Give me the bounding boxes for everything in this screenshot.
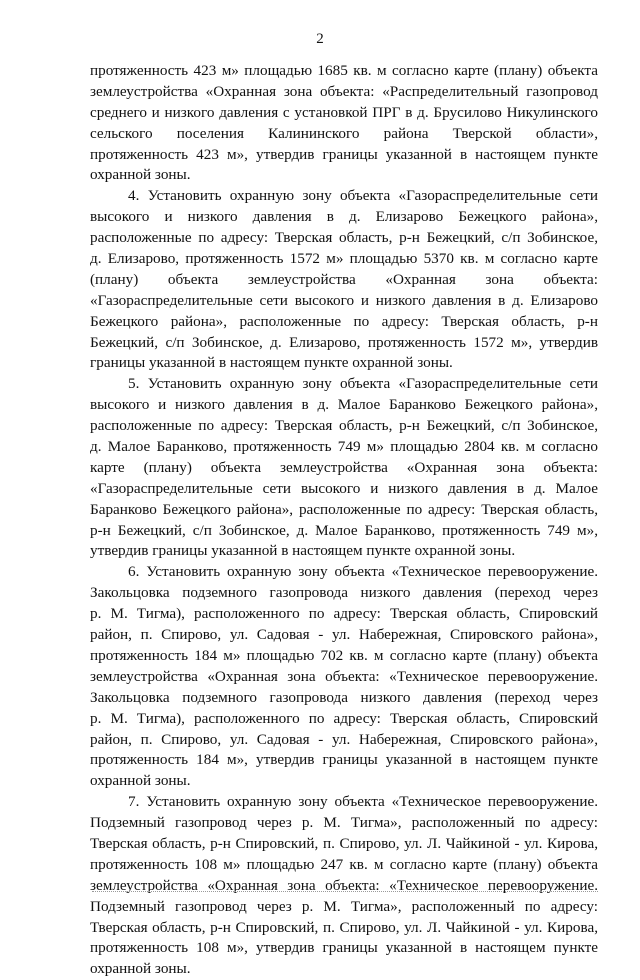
text-line: 7. Установить охранную зону объекта «Техническое перевооружение. xyxy=(128,793,598,811)
text-line: Закольцовка подземного газопровода низкого давления (переход через xyxy=(90,584,598,602)
text-line: протяженность 184 м» площадью 702 кв. м согласно карте (плану) объекта xyxy=(90,646,598,664)
text-line: Бежецкий, с/п Зобинское, д. Елизарово, протяженность 1572 м», утвердив xyxy=(90,333,598,351)
text-line: расположенные по адресу: Тверская область, р-н Бежецкий, с/п Зобинское, xyxy=(90,417,598,435)
bottom-divider xyxy=(92,891,598,892)
text-line: р-н Бежецкий, с/п Зобинское, д. Малое Баранково, протяженность 749 м», xyxy=(90,521,598,539)
text-line: д. Елизарово, протяженность 1572 м» площадью 5370 кв. м согласно карте xyxy=(90,250,598,268)
text-line: границы указанной в настоящем пункте охранной зоны. xyxy=(90,354,453,372)
text-line: протяженность 423 м» площадью 1685 кв. м согласно карте (плану) объекта xyxy=(90,62,598,79)
text-line: Баранково Бежецкого района», расположенные по адресу: Тверская область, xyxy=(90,500,598,518)
text-line: землеустройства «Охранная зона объекта: «Техническое перевооружение. xyxy=(90,876,598,894)
text-line: район, п. Спирово, ул. Садовая - ул. Набережная, Спировского района», xyxy=(90,626,598,644)
text-line: охранной зоны. xyxy=(90,772,191,790)
text-line: д. Малое Баранково, протяженность 749 м» площадью 2804 кв. м согласно xyxy=(90,438,598,456)
text-line: 5. Установить охранную зону объекта «Газораспределительные сети xyxy=(128,375,598,393)
text-line: высокого и низкого давления в д. Малое Баранково Бежецкого района», xyxy=(90,396,598,414)
text-line: высокого и низкого давления в д. Елизарово Бежецкого района», xyxy=(90,208,598,226)
text-line: протяженность 423 м», утвердив границы указанной в настоящем пункте xyxy=(90,145,598,163)
text-line: среднего и низкого давления с установкой ПРГ в д. Брусилово Никулинского xyxy=(90,103,598,121)
text-line: охранной зоны. xyxy=(90,960,191,978)
text-line: Тверская область, р-н Спировский, п. Спирово, ул. Л. Чайкиной - ул. Кирова, xyxy=(90,918,598,936)
text-line: Закольцовка подземного газопровода низкого давления (переход через xyxy=(90,688,598,706)
text-line: район, п. Спирово, ул. Садовая - ул. Набережная, Спировского района», xyxy=(90,730,598,748)
text-line: «Газораспределительные сети высокого и низкого давления в д. Елизарово xyxy=(90,291,598,309)
text-line: р. М. Тигма), расположенного по адресу: Тверская область, Спировский xyxy=(90,709,598,727)
text-line: землеустройства «Охранная зона объекта: «Техническое перевооружение. xyxy=(90,667,598,685)
text-line: Тверская область, р-н Спировский, п. Спирово, ул. Л. Чайкиной - ул. Кирова, xyxy=(90,834,598,852)
text-line: землеустройства «Охранная зона объекта: «Распределительный газопровод xyxy=(90,82,598,100)
text-line: протяженность 184 м», утвердив границы указанной в настоящем пункте xyxy=(90,751,598,769)
text-line: охранной зоны. xyxy=(90,166,191,184)
text-line: утвердив границы указанной в настоящем пункте охранной зоны. xyxy=(90,542,516,560)
text-line: Подземный газопровод через р. М. Тигма», расположенный по адресу: xyxy=(90,814,598,832)
text-line: Бежецкого района», расположенные по адресу: Тверская область, р-н xyxy=(90,312,598,330)
text-line: (плану) объекта землеустройства «Охранная зона объекта: xyxy=(90,270,598,288)
text-line: сельского поселения Калининского района Тверской области», xyxy=(90,124,598,142)
text-line: 6. Установить охранную зону объекта «Техническое перевооружение. xyxy=(128,563,598,581)
text-line: 4. Установить охранную зону объекта «Газораспределительные сети xyxy=(128,187,598,205)
document-body-text xyxy=(90,61,598,980)
text-line: протяженность 108 м» площадью 247 кв. м согласно карте (плану) объекта xyxy=(90,855,598,873)
page-number: 2 xyxy=(316,31,324,47)
text-line: Подземный газопровод через р. М. Тигма», расположенный по адресу: xyxy=(90,897,598,915)
text-line: карте (плану) объекта землеустройства «Охранная зона объекта: xyxy=(90,458,598,476)
text-line: протяженность 108 м», утвердив границы указанной в настоящем пункте xyxy=(90,939,598,957)
text-line: р. М. Тигма), расположенного по адресу: Тверская область, Спировский xyxy=(90,605,598,623)
text-line: «Газораспределительные сети высокого и низкого давления в д. Малое xyxy=(90,479,598,497)
text-line: расположенные по адресу: Тверская область, р-н Бежецкий, с/п Зобинское, xyxy=(90,229,598,247)
